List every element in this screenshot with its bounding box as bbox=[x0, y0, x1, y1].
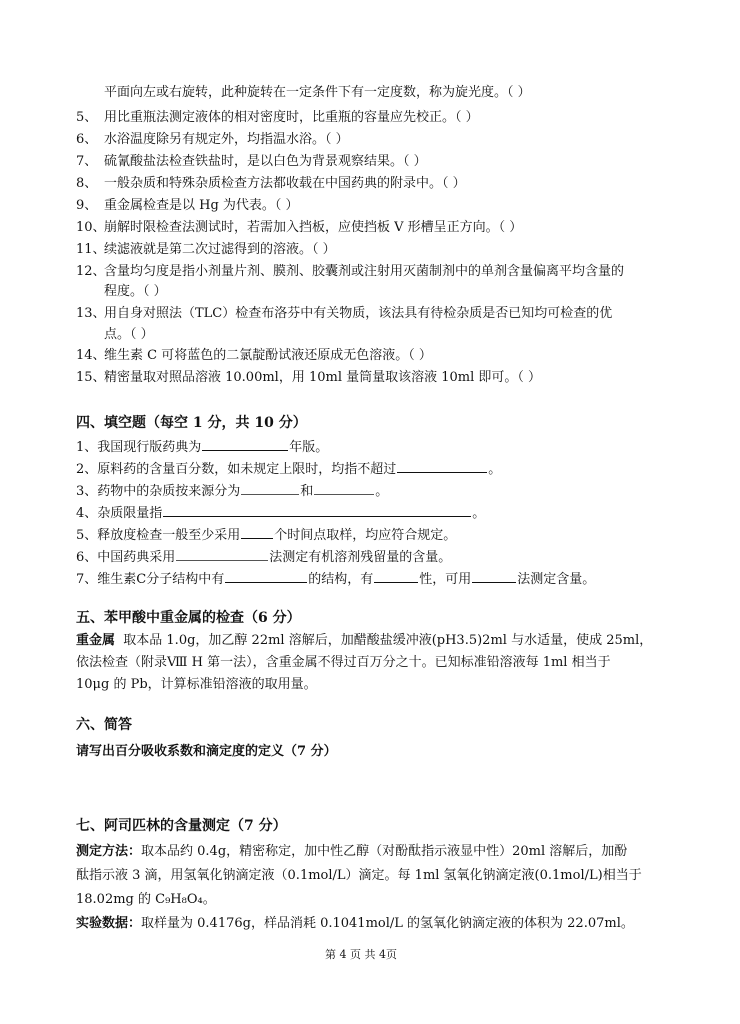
tf-item-text: 平面向左或右旋转，此种旋转在一定条件下有一定度数，称为旋光度。（ ） bbox=[104, 85, 531, 100]
tf-item bbox=[76, 153, 427, 171]
tf-item-number: 13、 bbox=[76, 306, 106, 321]
answer-blank[interactable] bbox=[314, 481, 374, 495]
question-text: 年版。 bbox=[289, 440, 329, 455]
tf-item-text: 用比重瓶法测定液体的相对密度时，比重瓶的容量应先校正。（ ） bbox=[104, 110, 479, 125]
tf-item-text: 一般杂质和特殊杂质检查方法都收载在中国药典的附录中。（ ） bbox=[104, 176, 466, 191]
answer-blank[interactable] bbox=[397, 459, 487, 473]
tf-item-text: 重金属检查是以 Hg 为代表。（ ） bbox=[104, 198, 299, 213]
question-text: 法测定有机溶剂残留量的含量。 bbox=[269, 550, 452, 565]
tf-item-text: 精密量取对照品溶液 10.00ml，用 10ml 量筒量取该溶液 10ml 即可。（ ） bbox=[104, 370, 542, 385]
question-text: 3、药物中的杂质按来源分为 bbox=[76, 484, 241, 499]
tf-item-number: 11、 bbox=[76, 242, 106, 257]
answer-blank[interactable] bbox=[225, 569, 307, 583]
section-5-paragraph bbox=[76, 632, 652, 650]
question-text: 。 bbox=[375, 484, 389, 499]
heavy-metal-label: 重金属 bbox=[76, 633, 116, 648]
question-text: 4、杂质限量指 bbox=[76, 506, 163, 521]
tf-item bbox=[76, 347, 432, 365]
answer-blank[interactable] bbox=[241, 525, 273, 539]
question-text: 2、原料药的含量百分数，如未规定上限时，均指不超过 bbox=[76, 462, 397, 477]
question-text: 的结构，有 bbox=[308, 572, 374, 587]
answer-blank[interactable] bbox=[163, 503, 471, 517]
section-7-title: 七、阿司匹林的含量测定（7 分） bbox=[76, 818, 287, 834]
fill-question-2 bbox=[76, 459, 501, 479]
tf-item-text: 水浴温度除另有规定外，均指温水浴。（ ） bbox=[104, 132, 349, 147]
answer-blank[interactable] bbox=[472, 569, 516, 583]
fill-question-4 bbox=[76, 503, 485, 523]
fill-question-3 bbox=[76, 481, 388, 501]
tf-item-number: 12、 bbox=[76, 264, 106, 279]
tf-item bbox=[76, 263, 624, 281]
method-line: 酞指示液 3 滴，用氢氧化钠滴定液（0.1mol/L）滴定。每 1ml 氢氧化钠滴定液(0.1mol/L)相当于 bbox=[76, 868, 642, 883]
tf-item bbox=[76, 109, 479, 127]
section-6-title: 六、简答 bbox=[76, 717, 132, 733]
tf-item-number: 5、 bbox=[76, 110, 98, 125]
section-5-paragraph-line: 10μg 的 Pb，计算标准铅溶液的取用量。 bbox=[76, 677, 317, 692]
question-text: 5、释放度检查一般至少采用 bbox=[76, 528, 241, 543]
fill-question-1 bbox=[76, 437, 328, 457]
tf-item bbox=[76, 305, 612, 323]
data-line bbox=[76, 915, 634, 933]
tf-item-continuation bbox=[104, 84, 531, 102]
tf-item bbox=[76, 131, 349, 149]
data-label: 实验数据： bbox=[76, 916, 142, 931]
tf-item-number: 14、 bbox=[76, 348, 106, 363]
section-4-title: 四、填空题（每空 1 分，共 10 分） bbox=[76, 415, 307, 431]
answer-blank[interactable] bbox=[202, 437, 288, 451]
tf-item bbox=[76, 175, 466, 193]
fill-question-7 bbox=[76, 569, 595, 589]
question-text: 1、我国现行版药典为 bbox=[76, 440, 202, 455]
section-5-paragraph-line: 依法检查（附录Ⅷ H 第一法），含重金属不得过百万分之十。已知标准铅溶液每 1ml 相当于 bbox=[76, 655, 611, 670]
tf-item-text: 点。（ ） bbox=[104, 327, 154, 342]
data-text: 取样量为 0.4176g，样品消耗 0.1041mol/L 的氢氧化钠滴定液的体积为 22.07ml。 bbox=[141, 916, 634, 931]
tf-item-continuation bbox=[104, 326, 154, 344]
question-text: 。 bbox=[472, 506, 486, 521]
question-text: 性，可用 bbox=[419, 572, 472, 587]
tf-item bbox=[76, 197, 299, 215]
tf-item-text: 崩解时限检查法测试时，若需加入挡板，应使挡板 V 形槽呈正方向。（ ） bbox=[104, 220, 523, 235]
tf-item-text: 含量均匀度是指小剂量片剂、膜剂、胶囊剂或注射用灭菌制剂中的单剂含量偏离平均含量的 bbox=[104, 264, 625, 279]
tf-item-continuation bbox=[104, 283, 167, 301]
method-line bbox=[76, 843, 627, 861]
page-footer: 第 4 页 共 4页 bbox=[325, 948, 397, 961]
tf-item-text: 维生素 C 可将蓝色的二氯靛酚试液还原成无色溶液。（ ） bbox=[104, 348, 432, 363]
section-5-title: 五、苯甲酸中重金属的检查（6 分） bbox=[76, 610, 301, 626]
fill-question-5 bbox=[76, 525, 456, 545]
section-6-question: 请写出百分吸收系数和滴定度的定义（7 分） bbox=[76, 744, 337, 759]
question-text: 。 bbox=[488, 462, 502, 477]
answer-blank[interactable] bbox=[374, 569, 418, 583]
tf-item bbox=[76, 219, 522, 237]
answer-blank[interactable] bbox=[176, 547, 268, 561]
method-line: 18.02mg 的 C₉H₈O₄。 bbox=[76, 892, 216, 907]
fill-question-6 bbox=[76, 547, 451, 567]
question-text: 和 bbox=[300, 484, 314, 499]
tf-item bbox=[76, 369, 541, 387]
tf-item-number: 7、 bbox=[76, 154, 98, 169]
method-text: 取本品约 0.4g，精密称定，加中性乙醇（对酚酞指示液显中性）20ml 溶解后，加酚 bbox=[141, 844, 628, 859]
tf-item-text: 程度。（ ） bbox=[104, 284, 167, 299]
question-text: 6、中国药典采用 bbox=[76, 550, 176, 565]
tf-item-text: 用自身对照法（TLC）检查布洛芬中有关物质，该法具有待检杂质是否已知均可检查的优 bbox=[104, 306, 613, 321]
question-text: 法测定含量。 bbox=[517, 572, 596, 587]
tf-item bbox=[76, 241, 336, 259]
tf-item-number: 8、 bbox=[76, 176, 98, 191]
tf-item-number: 15、 bbox=[76, 370, 106, 385]
answer-blank[interactable] bbox=[241, 481, 299, 495]
question-text: 个时间点取样，均应符合规定。 bbox=[274, 528, 457, 543]
paragraph-text: 取本品 1.0g，加乙醇 22ml 溶解后，加醋酸盐缓冲液(pH3.5)2ml 与水适量，使成 25ml， bbox=[123, 633, 653, 648]
tf-item-text: 硫氰酸盐法检查铁盐时，是以白色为背景观察结果。（ ） bbox=[104, 154, 427, 169]
question-text: 7、维生素C分子结构中有 bbox=[76, 572, 225, 587]
tf-item-number: 10、 bbox=[76, 220, 106, 235]
tf-item-number: 9、 bbox=[76, 198, 98, 213]
tf-item-number: 6、 bbox=[76, 132, 98, 147]
tf-item-text: 续滤液就是第二次过滤得到的溶液。（ ） bbox=[104, 242, 336, 257]
method-label: 测定方法： bbox=[76, 844, 142, 859]
